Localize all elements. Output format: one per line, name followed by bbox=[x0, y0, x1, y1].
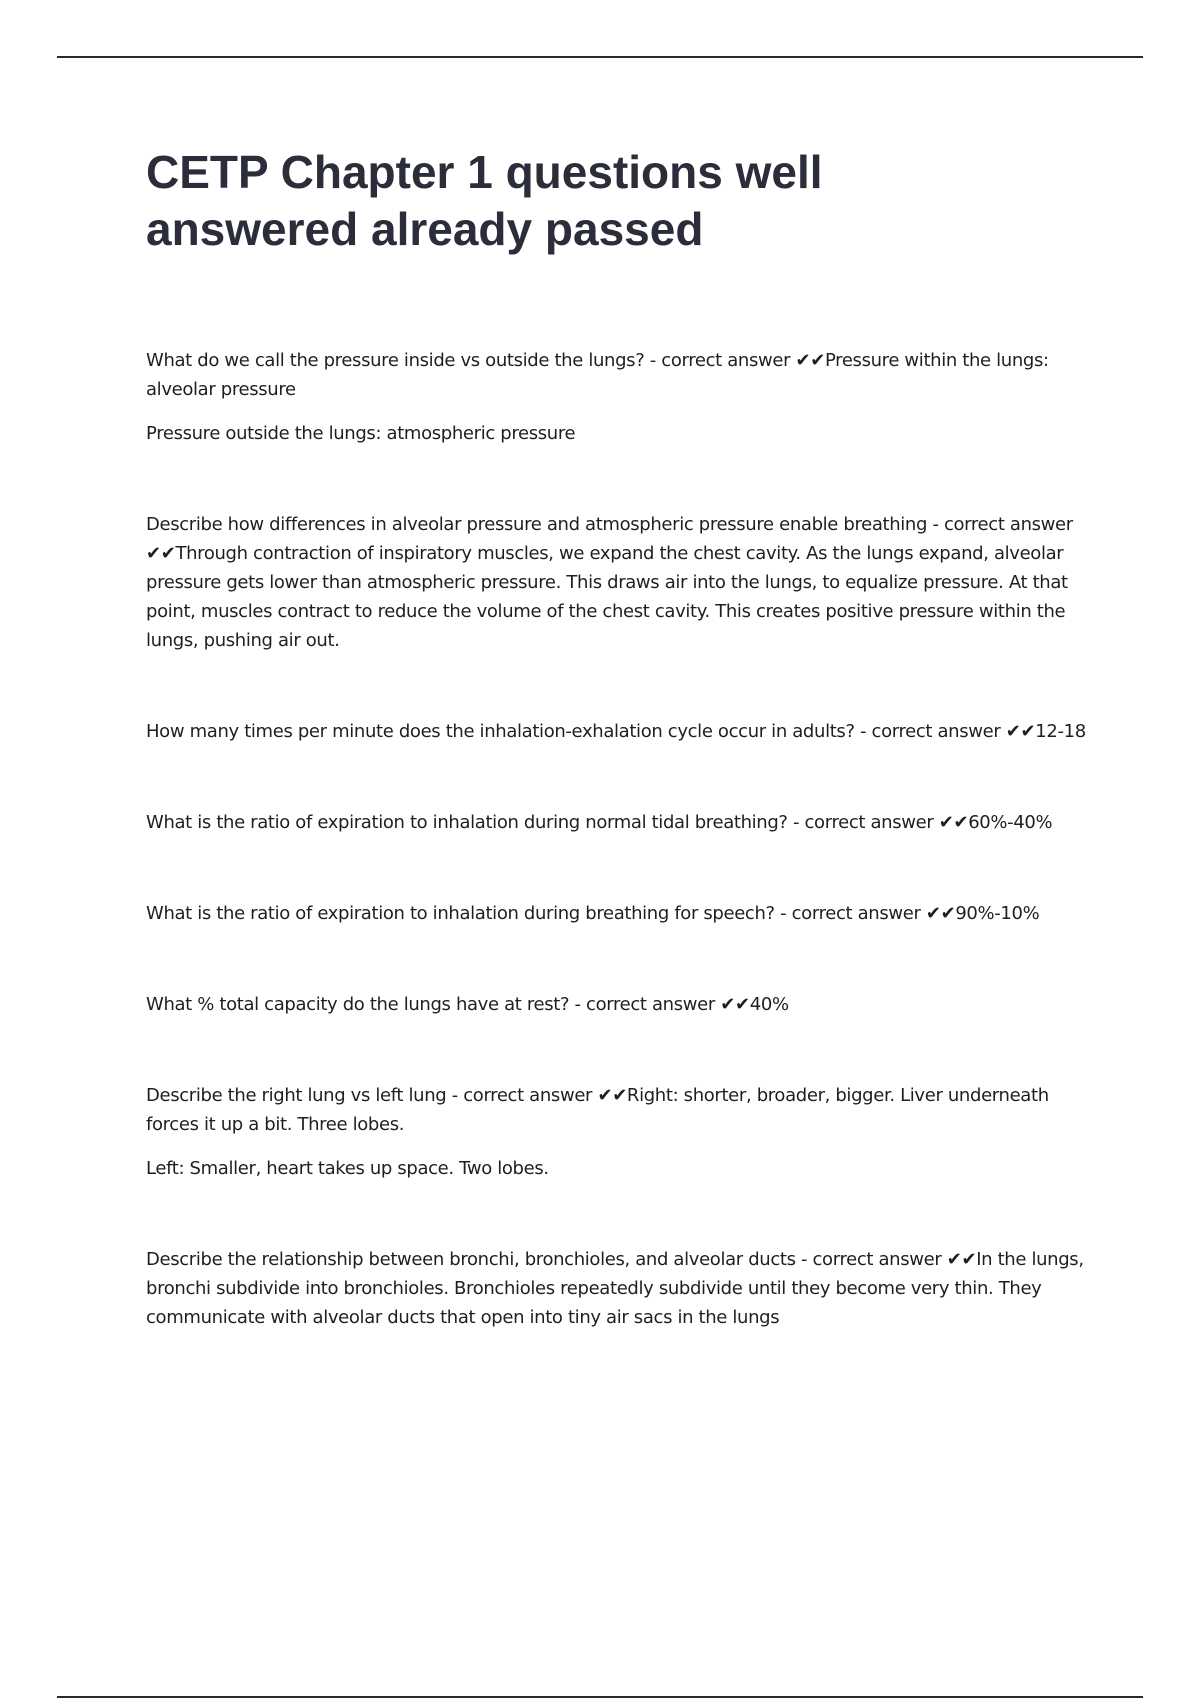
qa-paragraph: Describe the right lung vs left lung - correct answer ✔✔Right: shorter, broader, bigger. Liver underneath forces it up a bit. Three lobes. bbox=[146, 1085, 1049, 1135]
qa-paragraph: Left: Smaller, heart takes up space. Two lobes. bbox=[146, 1158, 549, 1179]
qa-item-right-left-lung bbox=[146, 1081, 1094, 1183]
top-divider bbox=[57, 56, 1143, 58]
qa-item-tidal-ratio bbox=[146, 808, 1094, 837]
qa-item-pressure bbox=[146, 346, 1094, 448]
qa-item-speech-ratio bbox=[146, 899, 1094, 928]
qa-paragraph: What % total capacity do the lungs have at rest? - correct answer ✔✔40% bbox=[146, 994, 789, 1015]
qa-paragraph: Describe how differences in alveolar pressure and atmospheric pressure enable breathing - correct answer ✔✔Through contraction of inspiratory muscles, we expand the chest cavity. As the lungs expand, alveolar pressure gets lower than atmospheric pressure. This draws air into the lungs, to equalize pressure. At that point, muscles contract to reduce the volume of the chest cavity. This creates positive pressure within the lungs, pushing air out. bbox=[146, 514, 1073, 651]
bottom-divider bbox=[57, 1696, 1143, 1698]
qa-paragraph: How many times per minute does the inhalation-exhalation cycle occur in adults? - correct answer ✔✔12-18 bbox=[146, 721, 1086, 742]
qa-paragraph: Describe the relationship between bronchi, bronchioles, and alveolar ducts - correct answer ✔✔In the lungs, bronchi subdivide into bronchioles. Bronchioles repeatedly subdivide until they become very thin. They communicate with alveolar ducts that open into tiny air sacs in the lungs bbox=[146, 1249, 1084, 1328]
qa-paragraph: What do we call the pressure inside vs outside the lungs? - correct answer ✔✔Pressure within the lungs: alveolar pressure bbox=[146, 350, 1049, 400]
qa-item-bronchi-relationship bbox=[146, 1245, 1094, 1332]
qa-item-cycle-rate bbox=[146, 717, 1094, 746]
qa-paragraph: What is the ratio of expiration to inhalation during breathing for speech? - correct answer ✔✔90%-10% bbox=[146, 903, 1040, 924]
qa-paragraph: Pressure outside the lungs: atmospheric pressure bbox=[146, 423, 576, 444]
qa-paragraph: What is the ratio of expiration to inhalation during normal tidal breathing? - correct answer ✔✔60%-40% bbox=[146, 812, 1053, 833]
qa-list bbox=[146, 346, 1094, 1394]
qa-item-breathing-mechanism bbox=[146, 510, 1094, 655]
qa-item-rest-capacity bbox=[146, 990, 1094, 1019]
page-title: CETP Chapter 1 questions well answered already passed bbox=[146, 146, 823, 255]
